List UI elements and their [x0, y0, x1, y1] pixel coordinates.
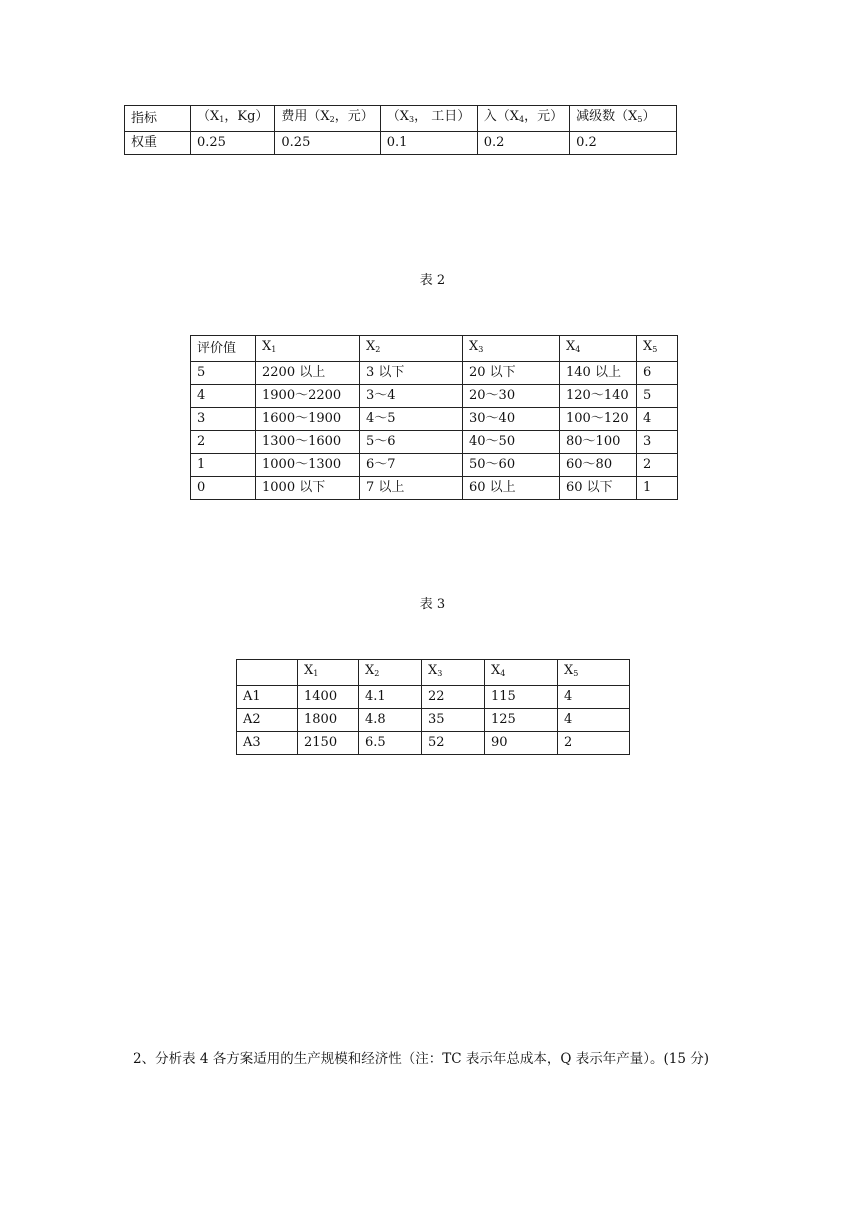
table-cell: 22: [422, 686, 485, 709]
table-cell: $X_1$: [256, 336, 360, 362]
table-cell: 20～30: [463, 385, 560, 408]
table-cell: [237, 660, 298, 686]
table-cell: 减级数$(X_5)$: [570, 106, 677, 132]
table-cell: （$X_3$， 工日）: [380, 106, 477, 132]
table-cell: 50～60: [463, 454, 560, 477]
table-cell: 费用（$X_2$，元）: [275, 106, 380, 132]
table-row: [125, 132, 677, 155]
table-cell: 100～120: [560, 408, 637, 431]
table-cell: 60～80: [560, 454, 637, 477]
table-cell: 90: [485, 732, 558, 755]
table-cell: 4: [191, 385, 256, 408]
table-row: [191, 408, 678, 431]
table-header-row: [237, 660, 630, 686]
table-cell: 5: [191, 362, 256, 385]
table-row: [191, 385, 678, 408]
table-row: [191, 477, 678, 500]
table-cell: 7 以上: [360, 477, 463, 500]
table-cell: $X_5$: [637, 336, 678, 362]
table-caption: 表 3: [419, 597, 446, 612]
table-cell: A1: [237, 686, 298, 709]
table-cell: 4～5: [360, 408, 463, 431]
table-cell: 0.1: [380, 132, 477, 155]
table-cell: 3～4: [360, 385, 463, 408]
table-row: [237, 709, 630, 732]
table-row: [237, 686, 630, 709]
table-cell: $X_2$: [359, 660, 422, 686]
table-row: [191, 431, 678, 454]
table-cell: 140 以上: [560, 362, 637, 385]
table-cell: 120～140: [560, 385, 637, 408]
table-cell: 4.8: [359, 709, 422, 732]
table-cell: $X_5$: [558, 660, 630, 686]
table-cell: 40～50: [463, 431, 560, 454]
table-cell: 4: [637, 408, 678, 431]
table-cell: 1300～1600: [256, 431, 360, 454]
table-header-row: [125, 106, 677, 132]
table-cell: 1900～2200: [256, 385, 360, 408]
table-cell: 3 以下: [360, 362, 463, 385]
table-cell: 5～6: [360, 431, 463, 454]
table-cell: 0.2: [570, 132, 677, 155]
table-cell: 1600～1900: [256, 408, 360, 431]
table-cell: 1: [191, 454, 256, 477]
table-cell: 1: [637, 477, 678, 500]
table-cell: 4.1: [359, 686, 422, 709]
table-cell: 评价值: [191, 336, 256, 362]
table-cell: 60 以上: [463, 477, 560, 500]
table-cell: A2: [237, 709, 298, 732]
table-cell: 2: [558, 732, 630, 755]
table-cell: 60 以下: [560, 477, 637, 500]
table-cell: $X_3$: [463, 336, 560, 362]
table-cell: 权重: [125, 132, 191, 155]
table-caption: 表 2: [419, 273, 446, 288]
table-cell: 1800: [298, 709, 359, 732]
alternatives-table: [236, 659, 630, 755]
table-cell: 0: [191, 477, 256, 500]
table-cell: 1000～1300: [256, 454, 360, 477]
table-cell: $X_4$: [485, 660, 558, 686]
table-cell: $X_3$: [422, 660, 485, 686]
weight-table: [124, 105, 677, 155]
table-cell: 2200 以上: [256, 362, 360, 385]
table-cell: 3: [191, 408, 256, 431]
table-cell: 0.2: [477, 132, 569, 155]
table-cell: 6.5: [359, 732, 422, 755]
table-cell: 1000 以下: [256, 477, 360, 500]
table-cell: $X_2$: [360, 336, 463, 362]
table-cell: A3: [237, 732, 298, 755]
table-cell: 115: [485, 686, 558, 709]
table-cell: 30～40: [463, 408, 560, 431]
table-cell: 1400: [298, 686, 359, 709]
evaluation-criteria-table: [190, 335, 678, 500]
table-cell: 4: [558, 709, 630, 732]
table-cell: 4: [558, 686, 630, 709]
table-row: [191, 362, 678, 385]
table-cell: 3: [637, 431, 678, 454]
table-cell: 80～100: [560, 431, 637, 454]
table-cell: 35: [422, 709, 485, 732]
table-cell: 6: [637, 362, 678, 385]
table-cell: 2: [637, 454, 678, 477]
table-cell: 入（$X_4$，元）: [477, 106, 569, 132]
table-cell: 0.25: [275, 132, 380, 155]
table-header-row: [191, 336, 678, 362]
table-cell: 5: [637, 385, 678, 408]
table-cell: 2150: [298, 732, 359, 755]
table-cell: 20 以下: [463, 362, 560, 385]
table-cell: （$X_1$，Kg）: [191, 106, 275, 132]
table-cell: $X_1$: [298, 660, 359, 686]
table-row: [191, 454, 678, 477]
question-paragraph: 2、分析表 4 各方案适用的生产规模和经济性（注：TC 表示年总成本，Q 表示年产量）。(15 分): [133, 1051, 709, 1067]
table-cell: 52: [422, 732, 485, 755]
table-row: [237, 732, 630, 755]
table-cell: 2: [191, 431, 256, 454]
table-cell: 0.25: [191, 132, 275, 155]
table-cell: $X_4$: [560, 336, 637, 362]
table-cell: 指标: [125, 106, 191, 132]
table-cell: 125: [485, 709, 558, 732]
table-cell: 6～7: [360, 454, 463, 477]
